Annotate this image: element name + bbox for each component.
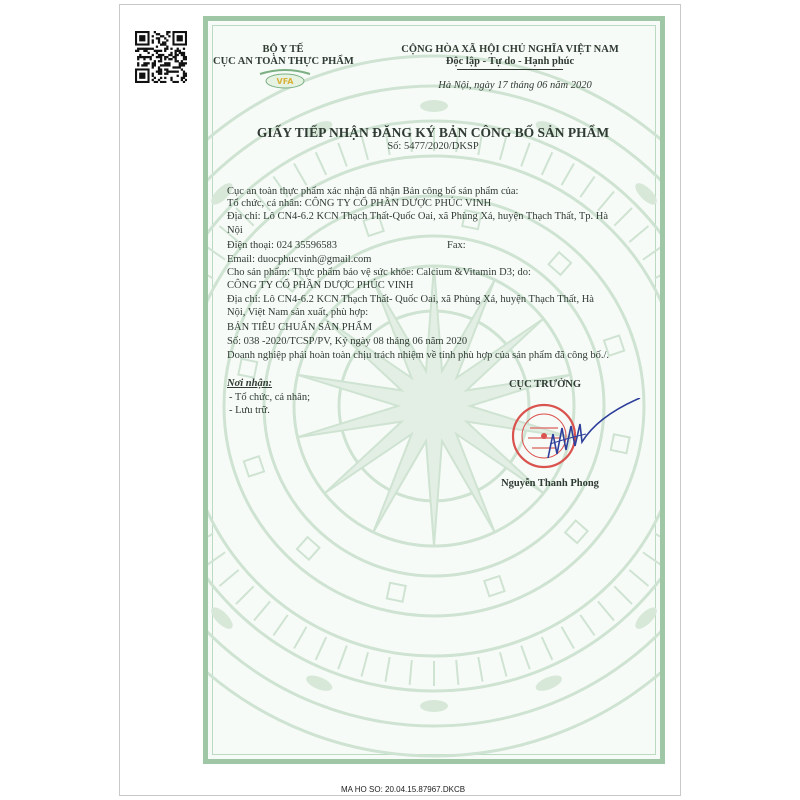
recipient-item-1: - Tổ chức, cá nhân;	[229, 392, 311, 403]
motto-underline	[457, 69, 563, 70]
recipient-item-2: - Lưu trữ.	[229, 405, 270, 416]
body-line-3: Địa chỉ: Lô CN4-6.2 KCN Thạch Thất-Quốc Oai, xã Phùng Xá, huyện Thạch Thất, Tp. Hà	[227, 211, 609, 222]
signer-name: Nguyễn Thanh Phong	[501, 478, 599, 489]
country-name: CỘNG HÒA XÃ HỘI CHỦ NGHĨA VIỆT NAM	[401, 44, 619, 55]
vfa-logo-icon	[258, 68, 312, 90]
department-name: CỤC AN TOÀN THỰC PHẨM	[213, 56, 354, 67]
body-line-standard-number: Số: 038 -2020/TCSP/PV, Ký ngày 08 tháng 06 năm 2020	[227, 336, 468, 347]
body-line-2: Tổ chức, cá nhân: CÔNG TY CỔ PHẦN DƯỢC PHÚC VINH	[227, 198, 492, 209]
recipients-heading: Nơi nhận:	[227, 378, 273, 389]
body-line-responsibility: Doanh nghiệp phải hoàn toàn chịu trách nhiệm về tính phù hợp của sản phẩm đã công bố./.	[227, 350, 609, 361]
official-stamp-icon	[508, 398, 648, 488]
fax-label: Fax:	[447, 240, 466, 251]
body-line-standard: BẢN TIÊU CHUẨN SẢN PHẨM	[227, 322, 373, 333]
signer-title: CỤC TRƯỞNG	[508, 379, 582, 390]
document-title: GIẤY TIẾP NHẬN ĐĂNG KÝ BẢN CÔNG BỐ SẢN PHẨM	[256, 125, 610, 140]
body-line-4: Nội	[227, 225, 243, 236]
body-line-1: Cục an toàn thực phẩm xác nhận đã nhận Bản công bố sản phẩm của:	[227, 186, 519, 197]
body-line-product: Cho sản phẩm: Thực phẩm bảo vệ sức khỏe: Calcium &Vitamin D3; do:	[227, 267, 531, 278]
dossier-code: MA HO SO: 20.04.15.87967.DKCB	[341, 785, 466, 794]
body-line-email: Email: duocphucvinh@gmail.com	[227, 254, 372, 265]
ministry-name: BỘ Y TẾ	[262, 44, 304, 55]
national-motto: Độc lập - Tự do - Hạnh phúc	[445, 56, 575, 67]
vfa-logo-text: VFA	[276, 77, 294, 86]
document-number: Số: 5477/2020/DKSP	[387, 141, 479, 152]
place-date: Hà Nội, ngày 17 tháng 06 năm 2020	[438, 80, 592, 91]
body-line-manufacturer: CÔNG TY CỔ PHẦN DƯỢC PHÚC VINH	[227, 280, 414, 291]
body-line-address-2: Địa chỉ: Lô CN4-6.2 KCN Thạch Thất- Quốc Oai, xã Phùng Xá, huyện Thạch Thất, Hà	[227, 294, 594, 305]
body-line-phone: Điện thoại: 024 35596583	[227, 240, 337, 251]
qr-code-icon	[135, 31, 187, 83]
body-line-address-2b: Nội, Việt Nam sản xuất, phù hợp:	[227, 307, 369, 318]
